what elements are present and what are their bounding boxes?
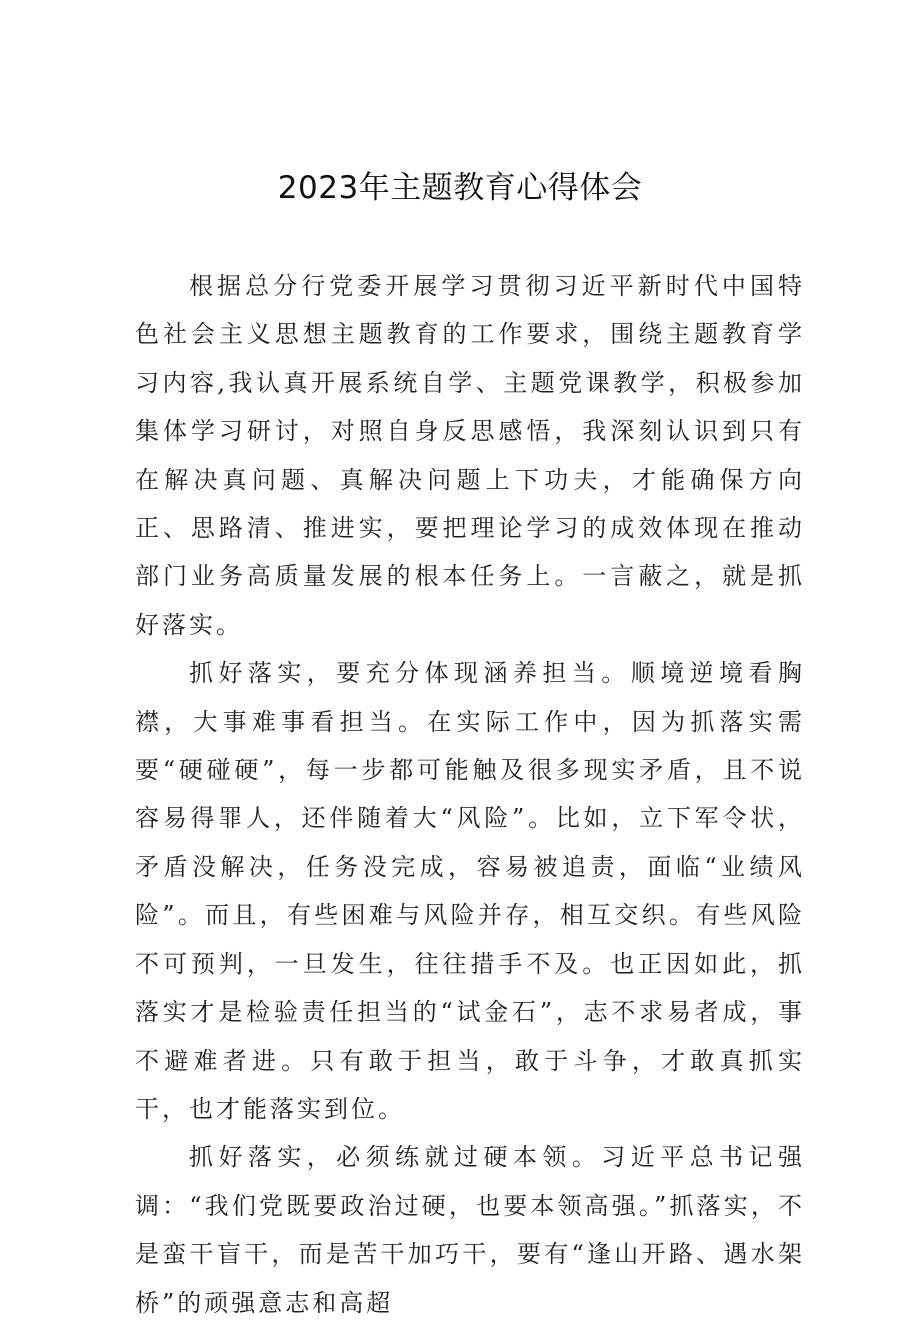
document-title: 2023年主题教育心得体会	[277, 170, 643, 206]
paragraph-responsibility: 抓好落实，要充分体现涵养担当。顺境逆境看胸襟，大事难事看担当。在实际工作中，因为抓落实需要“硬碰硬”，每一步都可能触及很多现实矛盾，且不说容易得罪人，还伴随着大“风险”。比如，立下军令状，矛盾没解决，任务没完成，容易被追责，面临“业绩风险”。而且，有些困难与风险并存，相互交织。有些风险不可预判，一旦发生，往往措手不及。也正因如此，抓落实才是检验责任担当的“试金石”，志不求易者成，事不避难者进。只有敢于担当，敢于斗争，才敢真抓实干，也才能落实到位。	[135, 659, 805, 1123]
document-body	[135, 262, 805, 1327]
paragraph-intro: 根据总分行党委开展学习贯彻习近平新时代中国特色社会主义思想主题教育的工作要求，围绕主题教育学习内容,我认真开展系统自学、主题党课教学，积极参加集体学习研讨，对照自身反思感悟，我深刻认识到只有在解决真问题、真解决问题上下功夫，才能确保方向正、思路清、推进实，要把理论学习的成效体现在推动部门业务高质量发展的根本任务上。一言蔽之，就是抓好落实。	[135, 272, 805, 639]
paragraph-skills: 抓好落实，必须练就过硬本领。习近平总书记强调：“我们党既要政治过硬，也要本领高强。”抓落实，不是蛮干盲干，而是苦干加巧干，要有“逢山开路、遇水架桥”的顽强意志和高超	[135, 1143, 805, 1317]
